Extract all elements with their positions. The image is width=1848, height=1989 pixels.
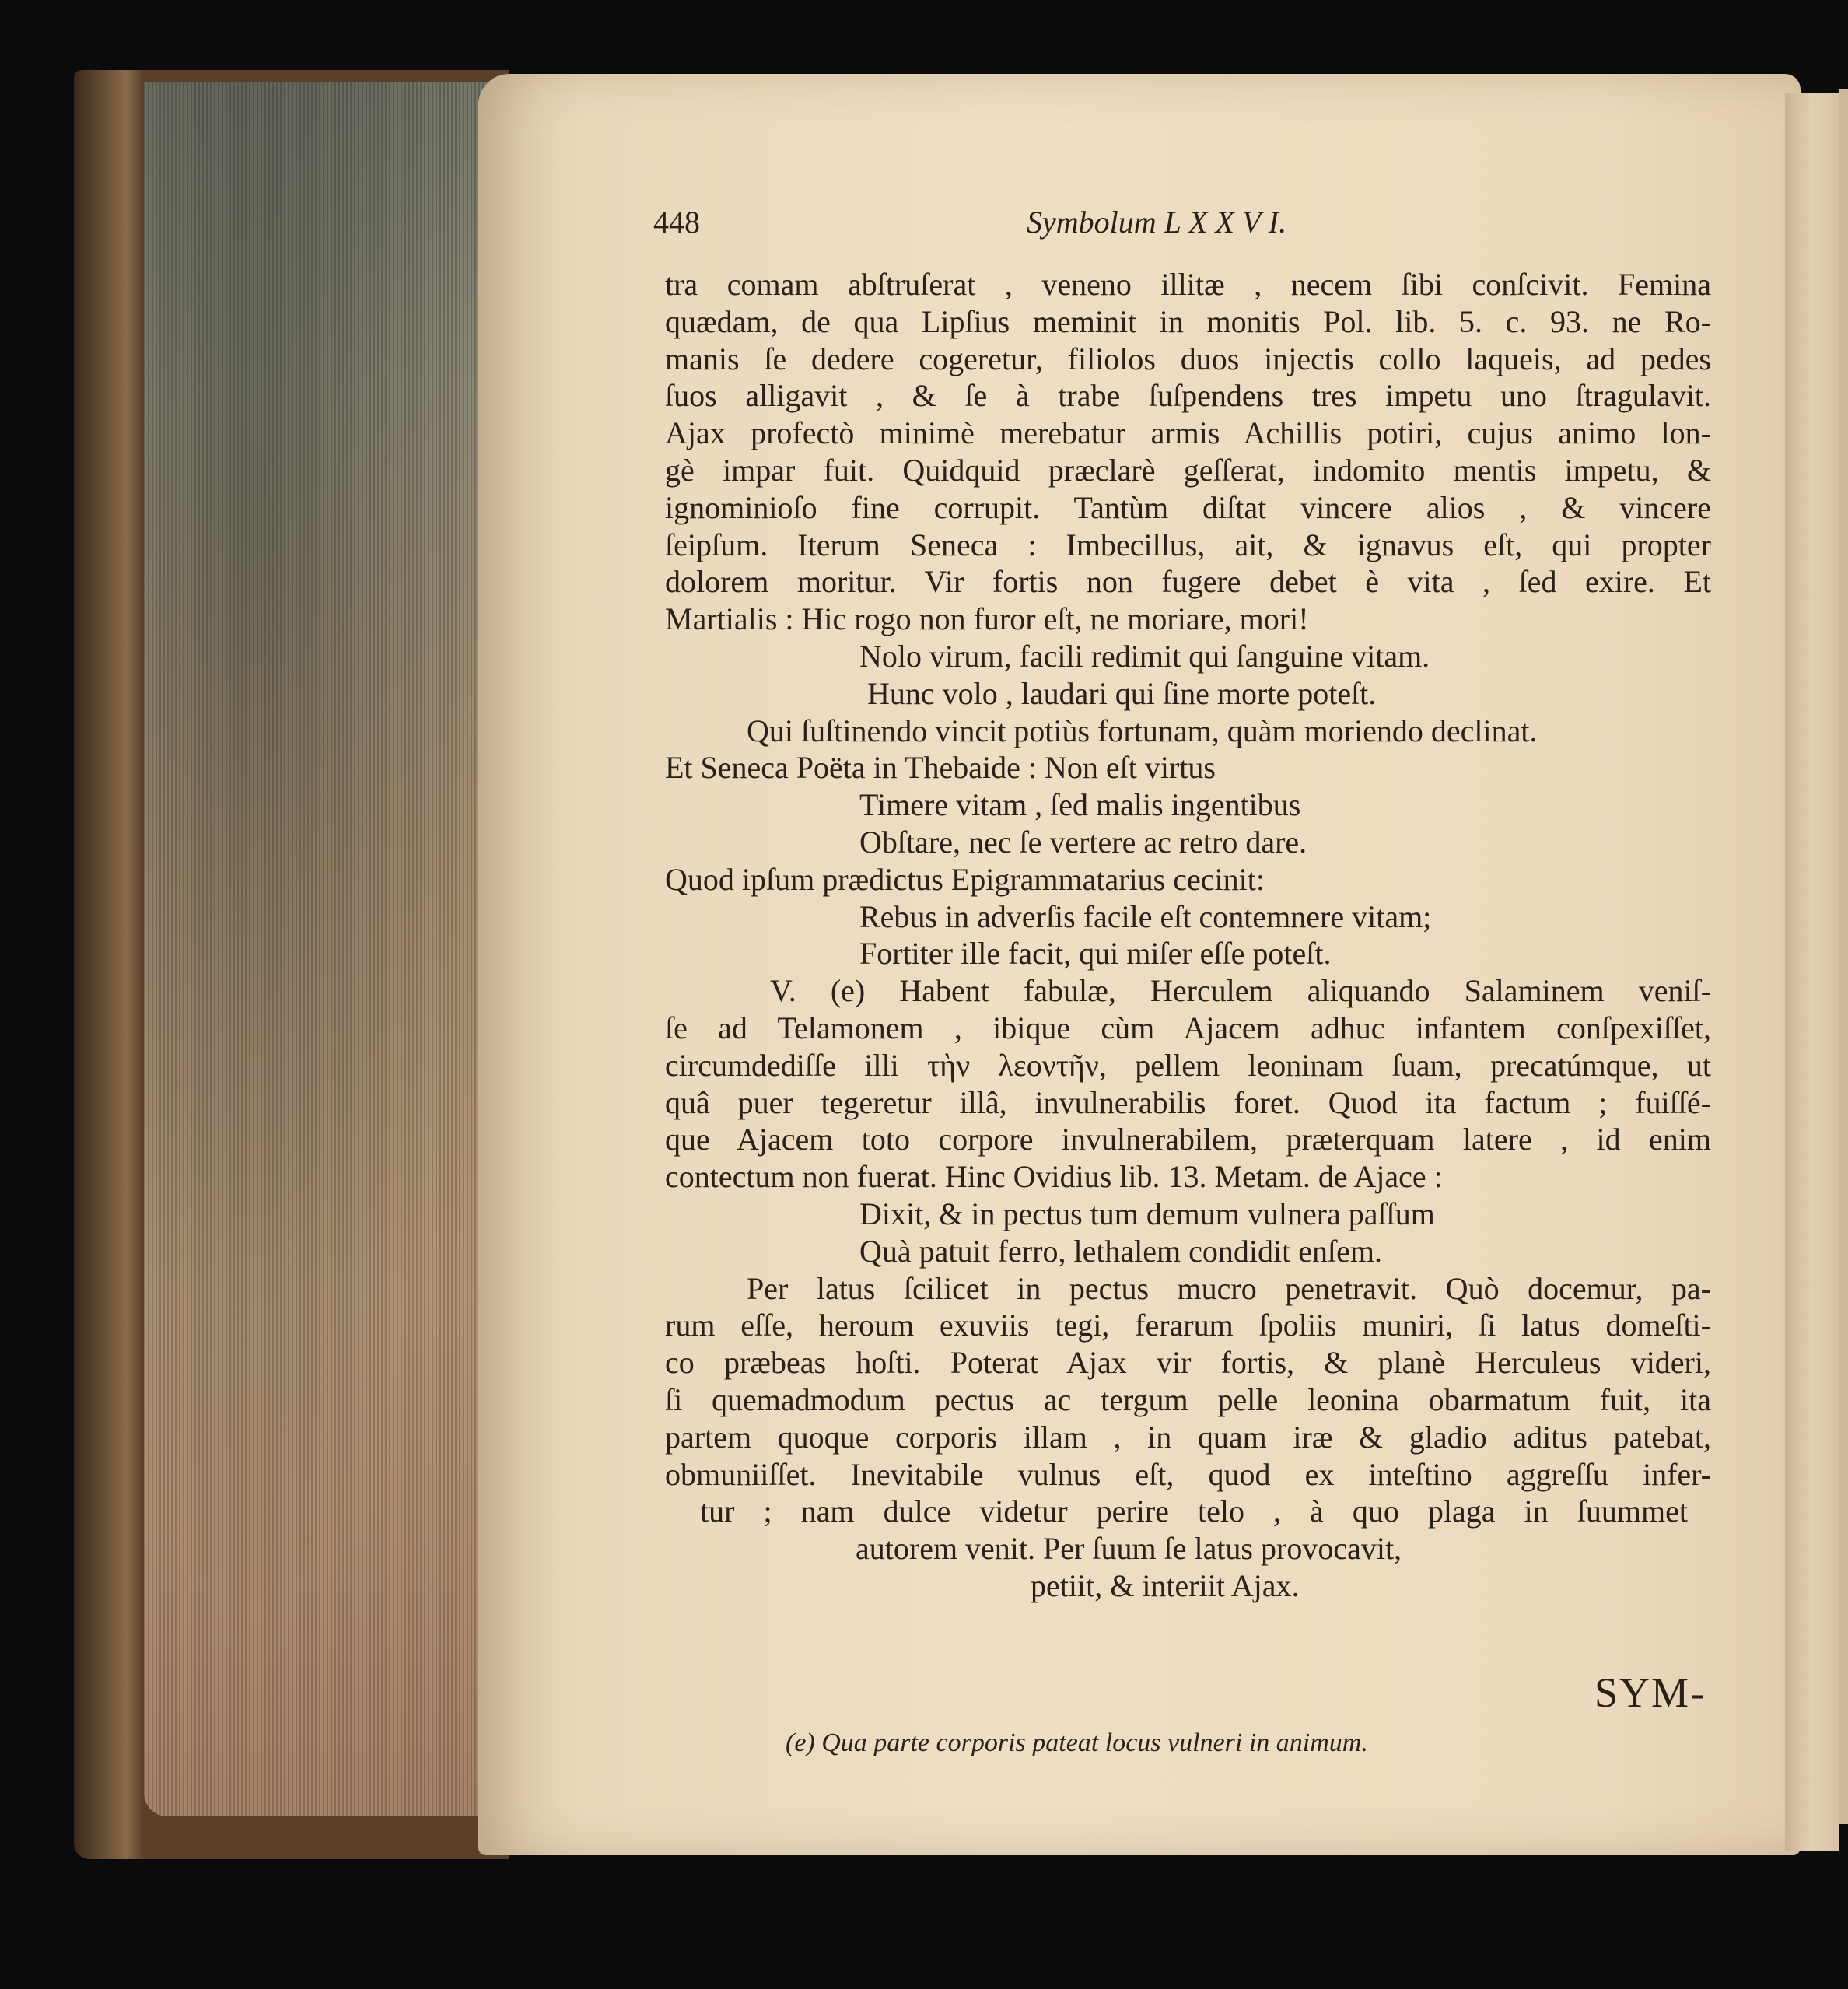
text-line: V. (e) Habent fabulæ, Herculem aliquando Salaminem veniſ- [770,973,1711,1009]
text-line: ſi quemadmodum pectus ac tergum pelle leonina obarmatum fuit, ita [665,1381,1711,1417]
text-line: autorem venit. Per ſuum ſe latus provocavit, [856,1531,1402,1567]
text-line: rum eſſe, heroum exuviis tegi, ferarum ſpoliis muniri, ſi latus domeſti- [665,1308,1711,1343]
text-line: Quod ipſum prædictus Epigrammatarius cecinit: [665,861,1265,897]
text-line: partem quoque corporis illam , in quam iræ & gladio aditus patebat, [665,1419,1711,1455]
text-line: ſeipſum. Iterum Seneca : Imbecillus, ait, & ignavus eſt, qui propter [665,527,1711,562]
right-edge [1839,89,1848,1824]
text-line: petiit, & interiit Ajax. [1031,1567,1300,1603]
text-line: dolorem moritur. Vir fortis non fugere debet è vita , ſed exire. Et [665,564,1711,600]
verse-line: Quà patuit ferro, lethalem condidit enſem. [859,1233,1382,1269]
verse-line: Fortiter ille facit, qui miſer eſſe poteſt. [859,936,1332,972]
verse-line: Timere vitam , ſed malis ingentibus [859,787,1301,823]
verse-line: Nolo virum, facili redimit qui ſanguine vitam. [859,638,1430,674]
text-line: quædam, de qua Lipſius meminit in monitis Pol. lib. 5. c. 93. ne Ro- [665,303,1711,339]
text-line: Martialis : Hic rogo non furor eſt, ne moriare, mori! [665,601,1309,637]
fore-edge-shading [144,82,509,1816]
text-line: Per latus ſcilicet in pectus mucro penetravit. Quò docemur, pa- [747,1270,1711,1306]
running-title: Symbolum L X X V I. [1027,205,1287,240]
verse-line: Rebus in adverſis facile eſt contemnere vitam; [859,898,1432,934]
text-line: ignominioſo fine corrupit. Tantùm diſtat vincere alios , & vincere [665,489,1711,525]
text-line: tra comam abſtruſerat , veneno illitæ , necem ſibi conſcivit. Femina [665,267,1711,302]
text-line: Ajax profectò minimè merebatur armis Achillis potiri, cujus animo lon- [665,415,1711,451]
facing-page-edge [1785,93,1839,1851]
text-line: manis ſe dedere cogeretur, filiolos duos injectis collo laqueis, ad pedes [665,341,1711,376]
page-header [653,204,1703,243]
body-text [665,266,1711,1605]
text-line: Qui ſuſtinendo vincit potiùs fortunam, quàm moriendo declinat. [747,713,1538,748]
text-line: ſe ad Telamonem , ibique cùm Ajacem adhuc infantem conſpexiſſet, [665,1010,1711,1045]
text-line: que Ajacem toto corpore invulnerabilem, præterquam latere , id enim [665,1122,1711,1157]
page-number: 448 [653,205,700,240]
text-line: circumdediſſe illi τὴν λεοντῆν, pellem leoninam ſuam, precatúmque, ut [665,1047,1711,1083]
text-line: gè impar fuit. Quidquid præclarè geſſerat, indomito mentis impetu, & [665,452,1711,488]
verse-line: Hunc volo , laudari qui ſine morte poteſt. [867,675,1377,711]
text-line: obmuniiſſet. Inevitabile vulnus eſt, quod ex inteſtino aggreſſu infer- [665,1456,1711,1492]
verse-line: Obſtare, nec ſe vertere ac retro dare. [859,824,1307,860]
verse-line: Dixit, & in pectus tum demum vulnera paſſum [859,1196,1435,1231]
text-line: Et Seneca Poëta in Thebaide : Non eſt virtus [665,750,1216,786]
catchword: SYM- [1594,1669,1706,1716]
text-line: tur ; nam dulce videtur perire telo , à quo plaga in ſuummet [700,1494,1688,1529]
footnote: (e) Qua parte corporis pateat locus vulneri in animum. [786,1728,1368,1757]
text-line: quâ puer tegeretur illâ, invulnerabilis foret. Quod ita factum ; fuiſſé- [665,1084,1711,1120]
text-line: ſuos alligavit , & ſe à trabe ſuſpendens tres impetu uno ſtragulavit. [665,378,1711,414]
text-line: contectum non fuerat. Hinc Ovidius lib. 13. Metam. de Ajace : [665,1159,1443,1195]
text-line: co præbeas hoſti. Poterat Ajax vir fortis, & planè Herculeus videri, [665,1345,1711,1381]
